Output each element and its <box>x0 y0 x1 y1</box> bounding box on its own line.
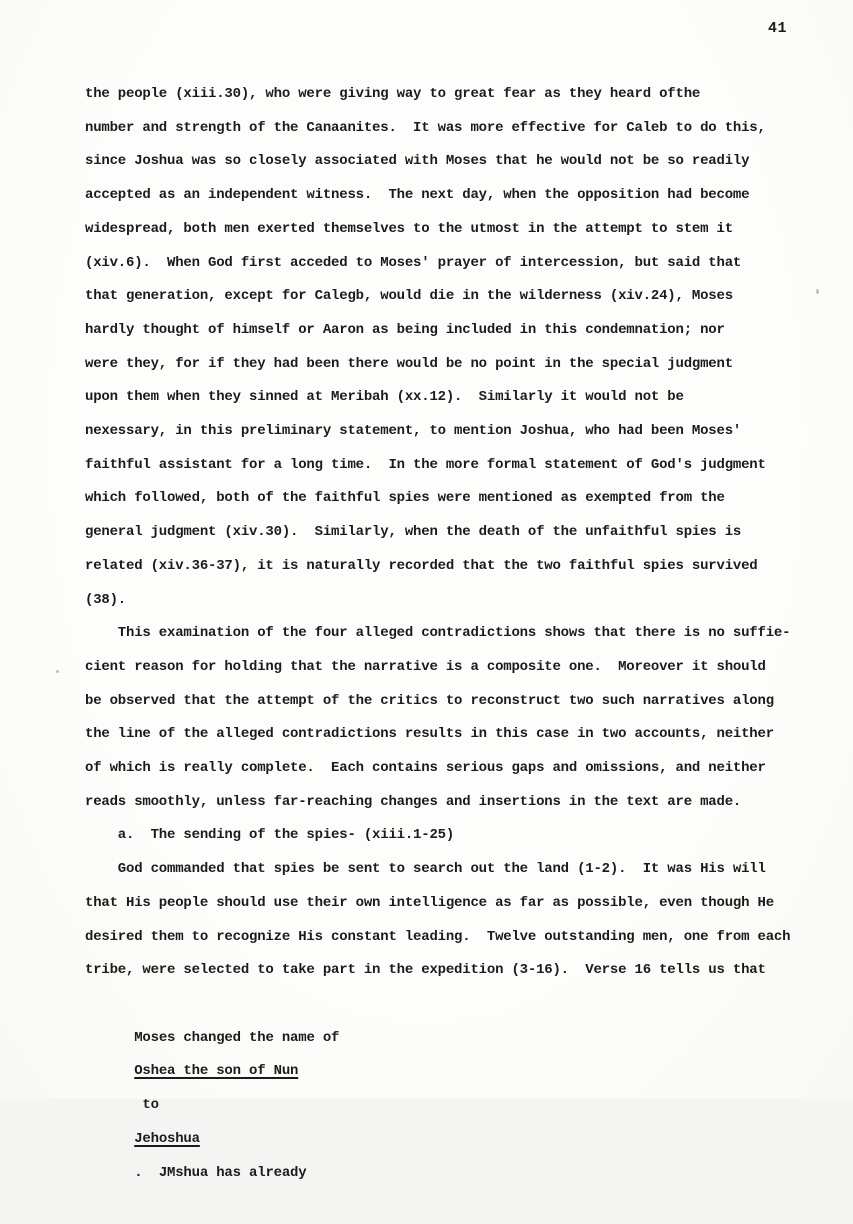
text-line: that generation, except for Calegb, would die in the wilderness (xiv.24), Moses <box>85 288 733 305</box>
text-line: desired them to recognize His constant leading. Twelve outstanding men, one from each <box>85 928 791 945</box>
text-segment: . JMshua has already <box>134 1164 307 1181</box>
text-body <box>85 78 825 1224</box>
page-number: 41 <box>768 20 788 37</box>
text-line: (xiv.6). When God first acceded to Moses' prayer of intercession, but said that <box>85 254 742 271</box>
scan-speck <box>56 670 59 673</box>
text-line: general judgment (xiv.30). Similarly, when the death of the unfaithful spies is <box>85 524 742 541</box>
text-line: since Joshua was so closely associated with Moses that he would not be so readily <box>85 153 750 170</box>
text-line: upon them when they sinned at Meribah (xx.12). Similarly it would not be <box>85 389 684 406</box>
underlined-phrase: Oshea the son of Nun <box>134 1063 299 1080</box>
text-line: accepted as an independent witness. The next day, when the opposition had become <box>85 187 750 204</box>
text-line: widespread, both men exerted themselves to the utmost in the attempt to stem it <box>85 220 733 237</box>
text-line: were they, for if they had been there would be no point in the special judgment <box>85 355 733 372</box>
text-line: reads smoothly, unless far-reaching changes and insertions in the text are made. <box>85 793 742 810</box>
underlined-phrase: Jehoshua <box>134 1130 200 1147</box>
text-line: that His people should use their own intelligence as far as possible, even though He <box>85 894 774 911</box>
text-line: the people (xiii.30), who were giving way to great fear as they heard ofthe <box>85 86 701 102</box>
text-line: related (xiv.36-37), it is naturally recorded that the two faithful spies survived <box>85 557 758 574</box>
text-line: the line of the alleged contradictions results in this case in two accounts, neither <box>85 726 774 743</box>
text-segment: to <box>134 1097 168 1114</box>
text-line: which followed, both of the faithful spies were mentioned as exempted from the <box>85 490 725 507</box>
text-line: God commanded that spies be sent to search out the land (1-2). It was His will <box>85 861 766 878</box>
text-line-section-heading: a. The sending of the spies- (xiii.1-25) <box>85 827 455 844</box>
text-line: (38). <box>85 591 127 608</box>
text-line: faithful assistant for a long time. In the more formal statement of God's judgment <box>85 456 766 473</box>
text-line: be observed that the attempt of the critics to reconstruct two such narratives along <box>85 692 774 709</box>
text-line: cient reason for holding that the narrative is a composite one. Moreover it should <box>85 658 766 675</box>
text-line: of which is really complete. Each contains serious gaps and omissions, and neither <box>85 760 766 777</box>
text-line: number and strength of the Canaanites. It was more effective for Caleb to do this, <box>85 119 766 136</box>
text-line-final <box>85 988 825 1224</box>
scan-speck <box>816 289 819 294</box>
text-line: hardly thought of himself or Aaron as being included in this condemnation; nor <box>85 321 725 338</box>
text-line: nexessary, in this preliminary statement, to mention Joshua, who had been Moses' <box>85 423 742 440</box>
text-line: tribe, were selected to take part in the expedition (3-16). Verse 16 tells us that <box>85 962 766 979</box>
text-line: This examination of the four alleged contradictions shows that there is no suffie- <box>85 625 791 642</box>
text-segment: Moses changed the name of <box>134 1029 348 1046</box>
